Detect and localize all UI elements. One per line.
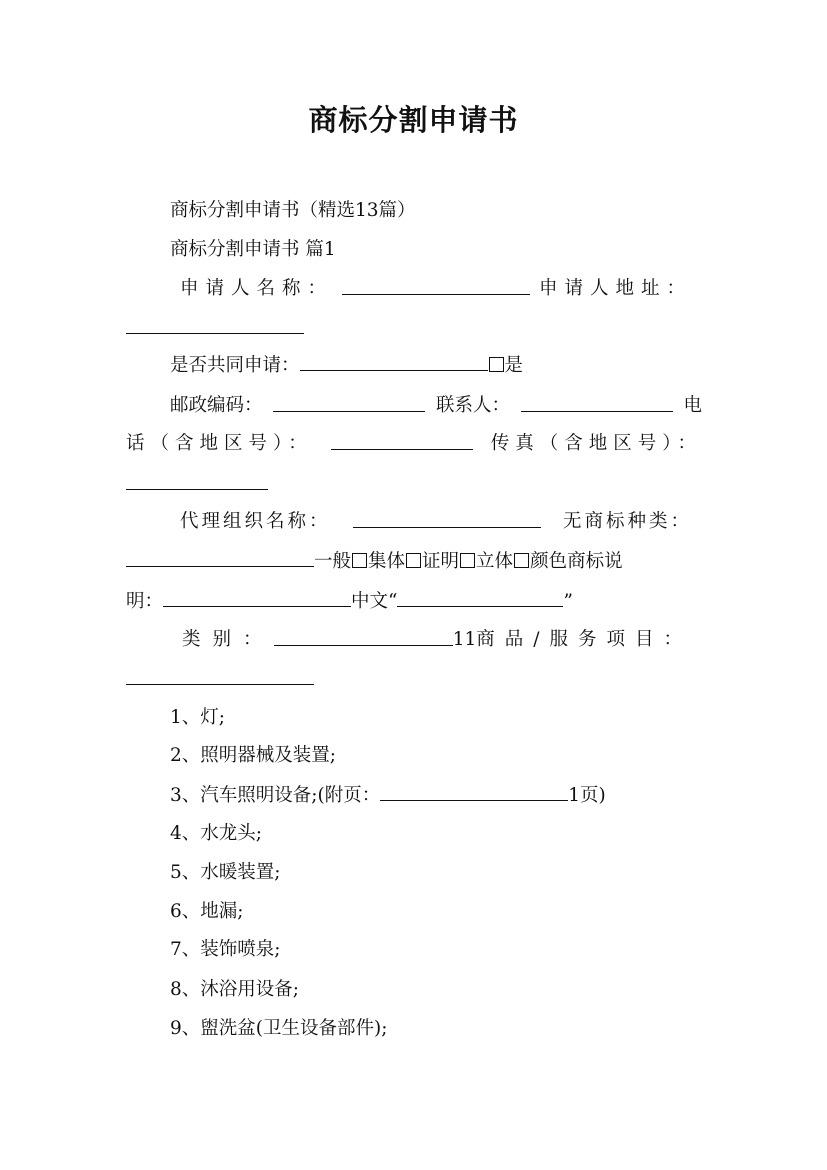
phone-field[interactable] <box>331 430 473 450</box>
list-item: 8、沐浴用设备; <box>170 979 300 1000</box>
applicant-address-label: 申请人地址： <box>538 278 692 299</box>
attachment-field[interactable] <box>380 781 568 801</box>
contact-field[interactable] <box>521 392 673 412</box>
joint-application-label: 是否共同申请： <box>170 355 300 376</box>
list-item-attachment <box>170 781 746 809</box>
description-label: 明： <box>126 591 164 612</box>
applicant-row <box>180 275 692 303</box>
type-3d-checkbox[interactable] <box>460 553 475 568</box>
no-trademark-type-label: 无商标种类： <box>562 511 692 532</box>
list-item: 6、地漏; <box>170 901 244 922</box>
applicant-address-row <box>126 314 702 342</box>
chinese-label: 中文“ <box>351 591 398 612</box>
applicant-name-label: 申请人名称： <box>180 278 334 299</box>
type-general-label: 一般 <box>314 551 352 572</box>
document-subheading: 商标分割申请书 篇1 <box>170 239 336 260</box>
applicant-name-field[interactable] <box>342 275 530 295</box>
goods-field[interactable] <box>126 665 314 685</box>
type-3d-label: 立体 <box>476 551 514 572</box>
postal-code-label: 邮政编码： <box>170 395 263 416</box>
list-item: 9、盥洗盆(卫生设备部件); <box>170 1018 388 1039</box>
joint-application-row <box>170 351 746 379</box>
document-title: 商标分割申请书 <box>308 103 519 137</box>
type-collective-label: 集体 <box>368 551 406 572</box>
trademark-type-row <box>126 547 702 575</box>
postal-code-field[interactable] <box>273 392 425 412</box>
attachment-suffix: 1页) <box>568 785 606 806</box>
list-item: 1、灯; <box>170 707 226 728</box>
description-field[interactable] <box>163 587 351 607</box>
joint-yes-checkbox[interactable] <box>489 357 504 372</box>
class-field[interactable] <box>274 626 453 646</box>
class-row <box>182 626 692 654</box>
postal-row <box>170 392 702 420</box>
fax-label: 传真（含地区号）： <box>490 433 702 454</box>
phone-label-start: 电 <box>683 395 702 416</box>
agent-field[interactable] <box>353 508 541 528</box>
trademark-type-field[interactable] <box>126 547 314 567</box>
list-item: 4、水龙头; <box>170 823 263 844</box>
agent-label: 代理组织名称： <box>180 511 331 532</box>
type-collective-checkbox[interactable] <box>352 553 367 568</box>
document-heading: 商标分割申请书（精选13篇） <box>170 200 416 221</box>
phone-label: 话（含地区号）： <box>126 433 313 454</box>
chinese-close: ” <box>563 591 573 612</box>
type-color-label: 颜色商标说 <box>530 551 623 572</box>
list-item: 7、装饰喷泉; <box>170 939 281 960</box>
joint-yes-label: 是 <box>504 355 524 376</box>
list-item: 5、水暖装置; <box>170 862 281 883</box>
fax-field[interactable] <box>126 470 268 490</box>
joint-application-field[interactable] <box>300 351 488 371</box>
goods-label: 商品/服务项目： <box>476 629 692 650</box>
class-value: 11 <box>452 629 477 650</box>
fax-row <box>126 470 702 498</box>
list-item-label: 3、汽车照明设备;(附页： <box>170 785 381 806</box>
class-label: 类别： <box>182 629 274 650</box>
phone-fax-row <box>126 430 702 458</box>
type-color-checkbox[interactable] <box>514 553 529 568</box>
chinese-field[interactable] <box>397 587 563 607</box>
list-item: 2、照明器械及装置; <box>170 745 337 766</box>
contact-label: 联系人： <box>435 395 510 416</box>
goods-row <box>126 665 702 693</box>
type-certification-checkbox[interactable] <box>406 553 421 568</box>
agent-row <box>180 508 692 536</box>
description-row <box>126 587 702 615</box>
applicant-address-field[interactable] <box>126 314 304 334</box>
type-certification-label: 证明 <box>422 551 460 572</box>
